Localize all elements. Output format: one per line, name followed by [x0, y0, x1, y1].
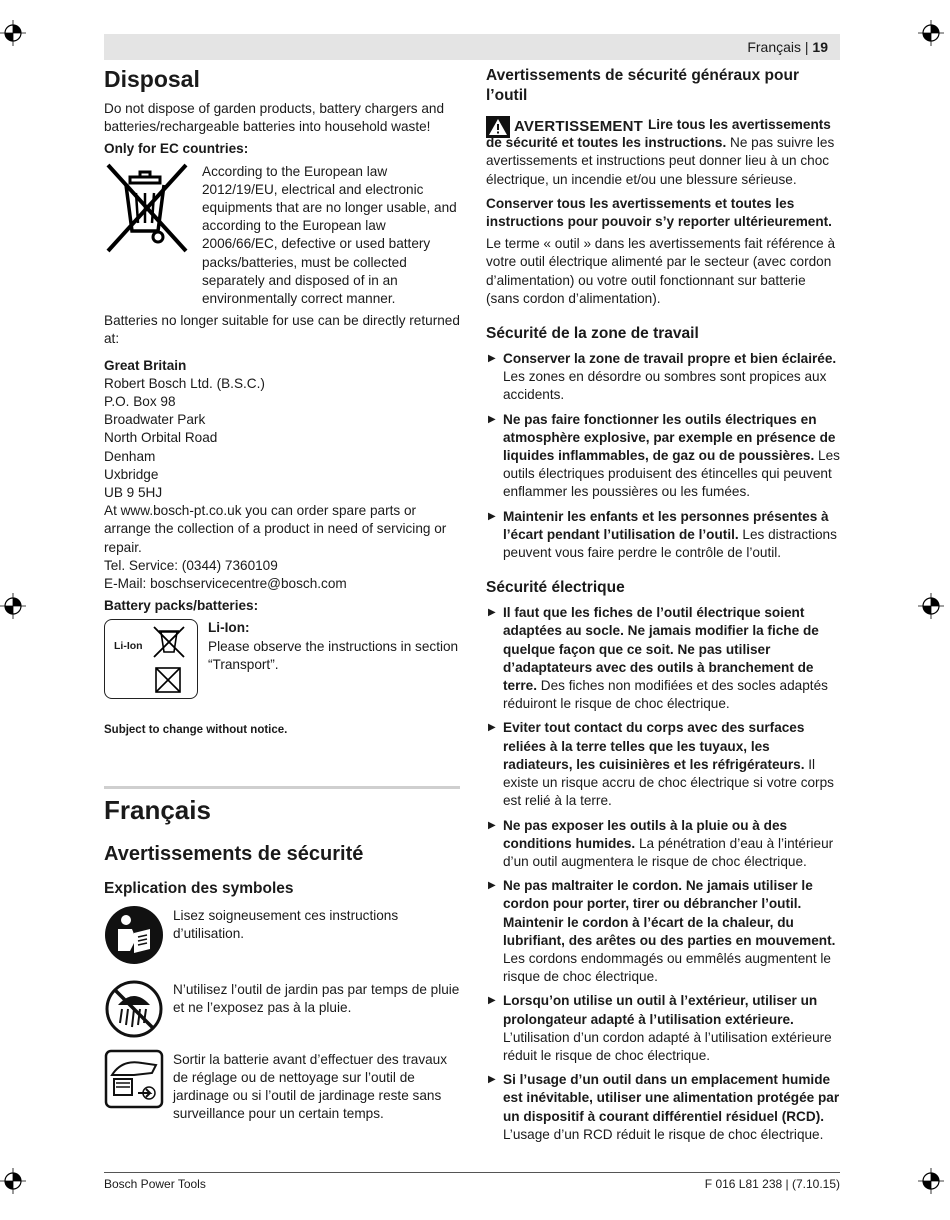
subject-note: Subject to change without notice. — [104, 724, 288, 737]
bullet-arrow-icon: ▶ — [488, 995, 496, 1007]
crop-mark-icon — [918, 593, 944, 619]
symbol-text: Sortir la batterie avant d’effectuer des travaux de réglage ou de nettoyage sur l’outil de jardinage ou si l’outil de jardinage reste sans surveillance pour un certain temps. — [173, 1051, 448, 1122]
avertissements-title: Avertissements de sécurité — [104, 842, 364, 865]
warning-bold: Lire tous les avertissements de sécurité et toutes les instructions. — [486, 117, 831, 151]
footer-rule — [104, 1172, 840, 1173]
symbol-text: Lisez soigneusement ces instructions d’utilisation. — [173, 907, 399, 941]
disposal-text: Do not dispose of garden products, battery chargers and batteries/rechargeable batteries into household waste! — [104, 101, 445, 135]
crop-mark-icon — [0, 593, 26, 619]
bullet-arrow-icon: ▶ — [488, 607, 496, 619]
right-column — [486, 66, 840, 1154]
header-section: Français — [747, 39, 801, 55]
list-item: ▶ Eviter tout contact du corps avec des surfaces reliées à la terre telles que les tuyaux, les radiateurs, les cuisinières et les réfrigérateurs. Il existe un risque accru de choc électrique si votre corps est relié à la terre. — [488, 720, 834, 809]
list-item: ▶ Il faut que les fiches de l’outil électrique soient adaptées au socle. Ne jamais modifier la fiche de quelque façon que ce soit. Ne pas utiliser d’adaptateurs avec des outils à branchement de terre. Des fiches non modifiées et des socles adaptés réduiront le risque de choc électrique. — [488, 605, 828, 712]
bullet-arrow-icon: ▶ — [488, 819, 496, 831]
list-item: ▶ Ne pas maltraiter le cordon. Ne jamais utiliser le cordon pour porter, tirer ou débrancher l’outil. Maintenir le cordon à l’écart de la chaleur, du lubrifiant, des arêtes ou des parties en mouvement. Les cordons endommagés ou emmêlés augmentent le risque de choc électrique. — [488, 878, 836, 985]
symbol-row — [104, 1049, 460, 1124]
bullet-arrow-icon: ▶ — [488, 353, 496, 365]
crop-mark-icon — [918, 1168, 944, 1194]
crop-mark-icon — [918, 20, 944, 46]
list-item: ▶ Lorsqu’on utilise un outil à l’extérieur, utiliser un prolongateur adapté à l’utilisation extérieure. L’utilisation d’un cordon adapté à l’utilisation extérieure réduit le risque de choc électrique. — [488, 993, 832, 1063]
gb-label: Great Britain — [104, 357, 187, 373]
footer-docnum: F 016 L81 238 | (7.10.15) — [704, 1177, 840, 1191]
symbol-text: N’utilisez l’outil de jardin pas par temps de pluie et ne l’exposez pas à la pluie. — [173, 981, 460, 1015]
keep-instructions: Conserver tous les avertissements et toutes les instructions pour pouvoir s’y reporter ultérieurement. — [486, 195, 832, 230]
warning-rest: Ne pas suivre les avertissements et instructions peut donner lieu à un choc électrique, un incendie et/ou une blessure sérieuse. — [486, 135, 835, 187]
address-block — [104, 375, 460, 502]
bullet-arrow-icon: ▶ — [488, 880, 496, 892]
bullet-arrow-icon: ▶ — [488, 1074, 496, 1086]
work-area-list — [486, 350, 840, 562]
remove-battery-icon — [104, 1049, 164, 1109]
ec-label: Only for EC countries: — [104, 141, 249, 157]
bullet-arrow-icon: ▶ — [488, 413, 496, 425]
tel-text: Tel. Service: (0344) 7360109 — [104, 557, 278, 573]
liion-block — [104, 619, 460, 699]
recycle-crossed-icon — [154, 666, 182, 694]
bullet-arrow-icon: ▶ — [488, 722, 496, 734]
symbols-title: Explication des symboles — [104, 879, 294, 897]
batteries-text: Batteries no longer suitable for use can be directly returned at: — [104, 313, 460, 347]
bullet-arrow-icon: ▶ — [488, 510, 496, 522]
address-line: North Orbital Road — [104, 430, 218, 446]
crossed-bin-small-icon — [151, 624, 187, 660]
liion-text-block — [208, 619, 460, 699]
section-divider — [104, 786, 460, 793]
liion-box-label: Li-Ion — [114, 640, 143, 653]
address-line: Broadwater Park — [104, 412, 206, 428]
read-manual-icon — [104, 905, 164, 965]
electrical-title: Sécurité électrique — [486, 579, 625, 597]
header-label: Français | 19 — [747, 39, 828, 55]
list-item: ▶ Maintenir les enfants et les personnes présentes à l’écart pendant l’utilisation de l’outil. Les distractions peuvent vous faire perdre le contrôle de l’outil. — [488, 508, 837, 561]
battery-packs-label: Battery packs/batteries: — [104, 598, 259, 614]
list-item: ▶ Ne pas faire fonctionner les outils électriques en atmosphère explosive, par exemple en présence de liquides inflammables, de gaz ou de poussières. Les outils électriques produisent des étincelles qui peuvent enflammer les poussières ou les fumées. — [488, 411, 840, 500]
warning-word: AVERTISSEMENT — [514, 117, 644, 135]
address-line: P.O. Box 98 — [104, 394, 176, 410]
address-line: Uxbridge — [104, 466, 159, 482]
footer-brand: Bosch Power Tools — [104, 1177, 206, 1191]
list-item: ▶ Ne pas exposer les outils à la pluie ou à des conditions humides. La pénétration d’eau à l’intérieur d’un outil augmentera le risque de choc électrique. — [488, 817, 834, 869]
general-warnings-title: Avertissements de sécurité généraux pour l’outil — [486, 67, 799, 104]
crossed-bin-icon — [104, 163, 190, 253]
work-area-title: Sécurité de la zone de travail — [486, 325, 699, 343]
liion-symbol — [104, 619, 198, 699]
symbol-row — [104, 979, 460, 1039]
term-definition: Le terme « outil » dans les avertissements fait référence à votre outil électrique alimenté par le secteur (avec cordon d’alimentation) ou votre outil fonctionnant sur batterie (sans cordon d’alimentation). — [486, 236, 836, 306]
ec-text: According to the European law 2012/19/EU, electrical and electronic equipments that are no longer usable, and according to the European law 2006/66/EC, defective or used battery packs/batteries, must be collected separately and disposed of in an environmentally correct manner. — [202, 163, 457, 307]
address-line: Denham — [104, 448, 156, 464]
disposal-title: Disposal — [104, 66, 200, 92]
list-item: ▶ Si l’usage d’un outil dans un emplacement humide est inévitable, utiliser une alimentation protégée par un dispositif à courant différentiel résiduel (RCD). L’usage d’un RCD réduit le risque de choc électrique. — [488, 1072, 840, 1142]
address-line: UB 9 5HJ — [104, 485, 163, 501]
no-rain-icon — [104, 979, 164, 1039]
page-number: 19 — [812, 39, 828, 55]
symbol-row — [104, 905, 460, 965]
crop-mark-icon — [0, 1168, 26, 1194]
warning-paragraph — [486, 116, 840, 189]
liion-text: Please observe the instructions in section “Transport”. — [208, 638, 459, 672]
crop-mark-icon — [0, 20, 26, 46]
order-text: At www.bosch-pt.co.uk you can order spare parts or arrange the collection of a product in need of servicing or repair. — [104, 503, 447, 555]
francais-title: Français — [104, 794, 211, 825]
electrical-list — [486, 604, 840, 1144]
liion-title: Li-Ion: — [208, 620, 250, 636]
address-line: Robert Bosch Ltd. (B.S.C.) — [104, 375, 265, 391]
page-header — [104, 34, 840, 60]
email-text: E-Mail: boschservicecentre@bosch.com — [104, 576, 347, 592]
ec-block — [104, 163, 460, 309]
left-column — [104, 64, 460, 1134]
list-item: ▶ Conserver la zone de travail propre et bien éclairée. Les zones en désordre ou sombres sont propices aux accidents. — [488, 351, 837, 403]
